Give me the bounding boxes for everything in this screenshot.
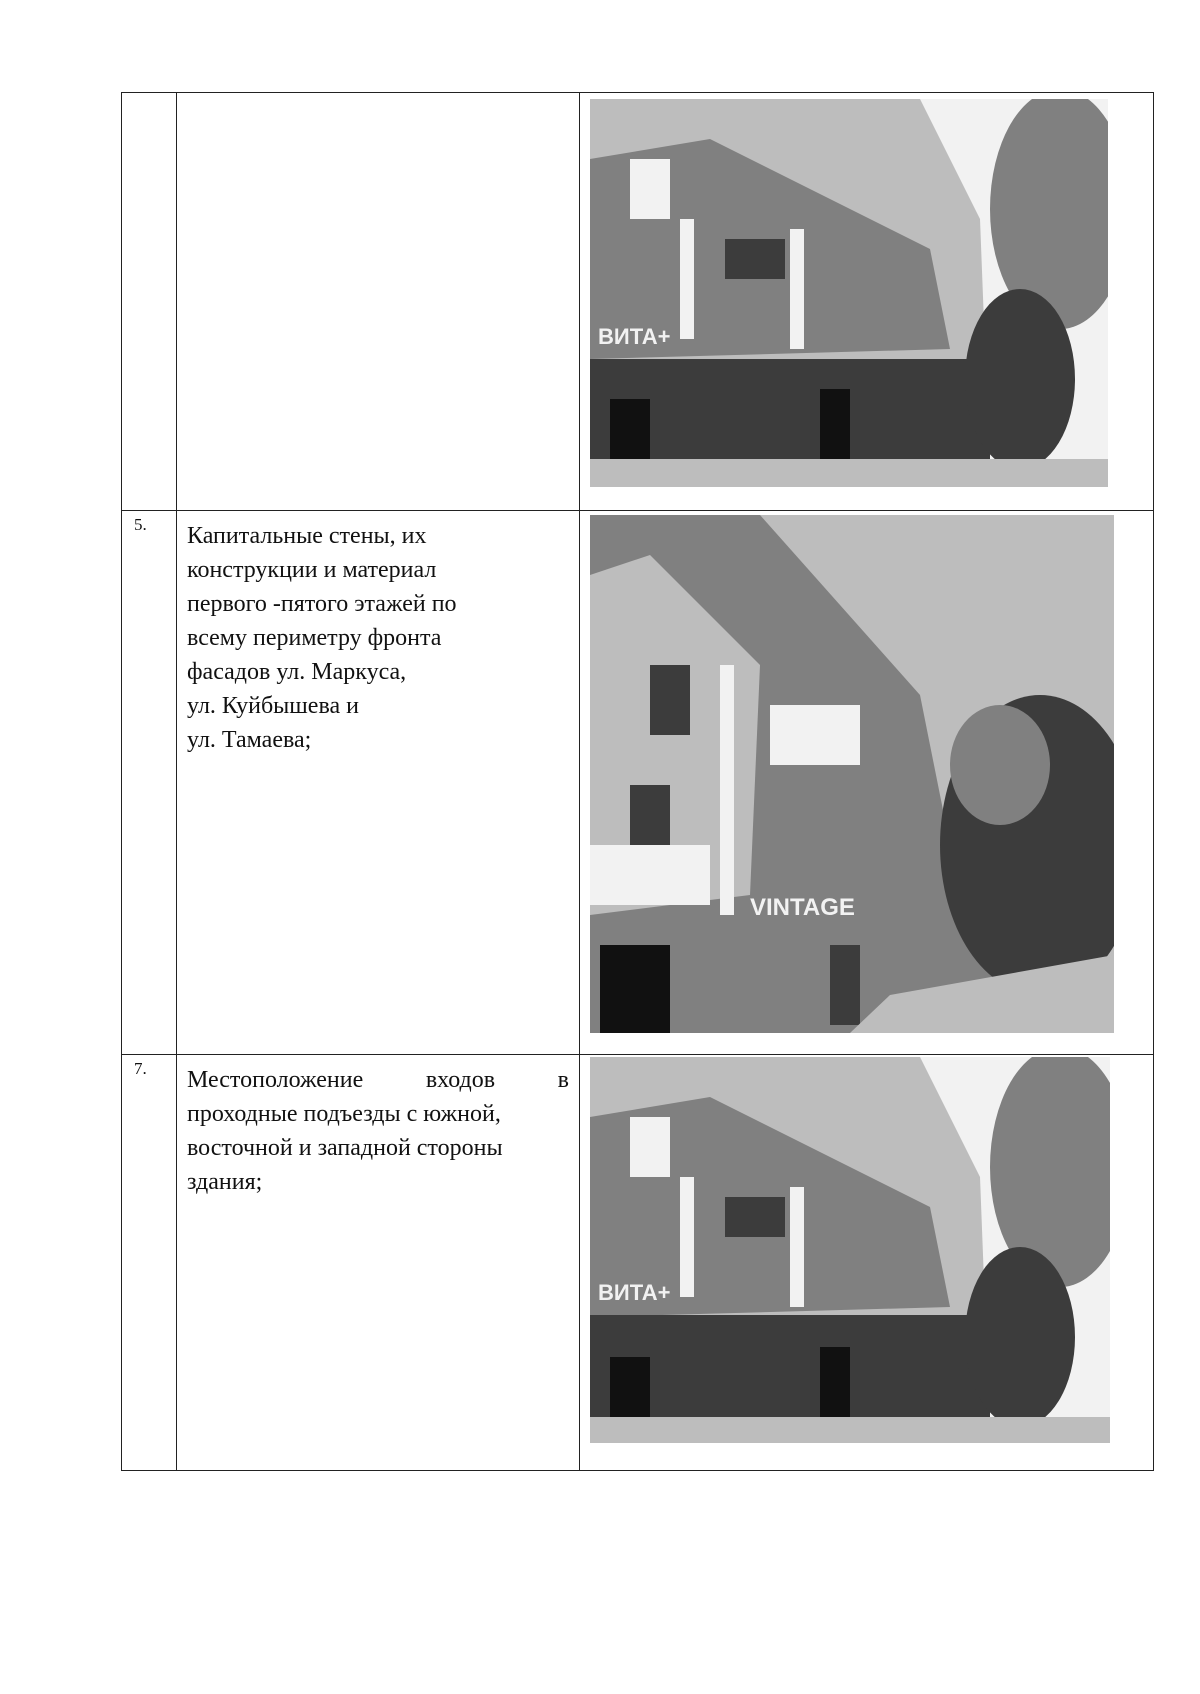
description-line: всему периметру фронта [187, 625, 442, 651]
shop-sign-text: VINTAGE [750, 894, 855, 921]
row-description [177, 93, 580, 510]
row-photo-cell [580, 93, 1154, 510]
row-number: 7. [122, 1055, 177, 1470]
table-row [122, 93, 1154, 511]
building-facade-photo [590, 1057, 1110, 1443]
table-row [122, 511, 1154, 1055]
row-number [122, 93, 177, 510]
building-facade-photo [590, 99, 1108, 487]
description-line: фасадов ул. Маркуса, [187, 659, 407, 685]
description-line: Капитальные стены, их [187, 523, 427, 549]
description-line: восточной и западной стороны [187, 1135, 503, 1161]
shop-sign-text: ВИТА+ [598, 324, 671, 349]
description-line: здания; [187, 1169, 263, 1195]
row-photo-cell [580, 511, 1154, 1054]
description-line: конструкции и материал [187, 557, 437, 583]
building-facade-photo [590, 515, 1114, 1033]
table-row [122, 1055, 1154, 1471]
row-number: 5. [122, 511, 177, 1054]
description-line: проходные подъезды с южной, [187, 1101, 501, 1127]
row-description [177, 1055, 580, 1470]
description-line: ул. Куйбышева и [187, 693, 359, 719]
object-table [121, 92, 1154, 1471]
shop-sign-text: ВИТА+ [598, 1280, 671, 1305]
row-photo-cell [580, 1055, 1154, 1470]
description-line: Местоположение входов в [187, 1067, 569, 1093]
description-line: ул. Тамаева; [187, 727, 312, 753]
row-description [177, 511, 580, 1054]
description-line: первого -пятого этажей по [187, 591, 457, 617]
